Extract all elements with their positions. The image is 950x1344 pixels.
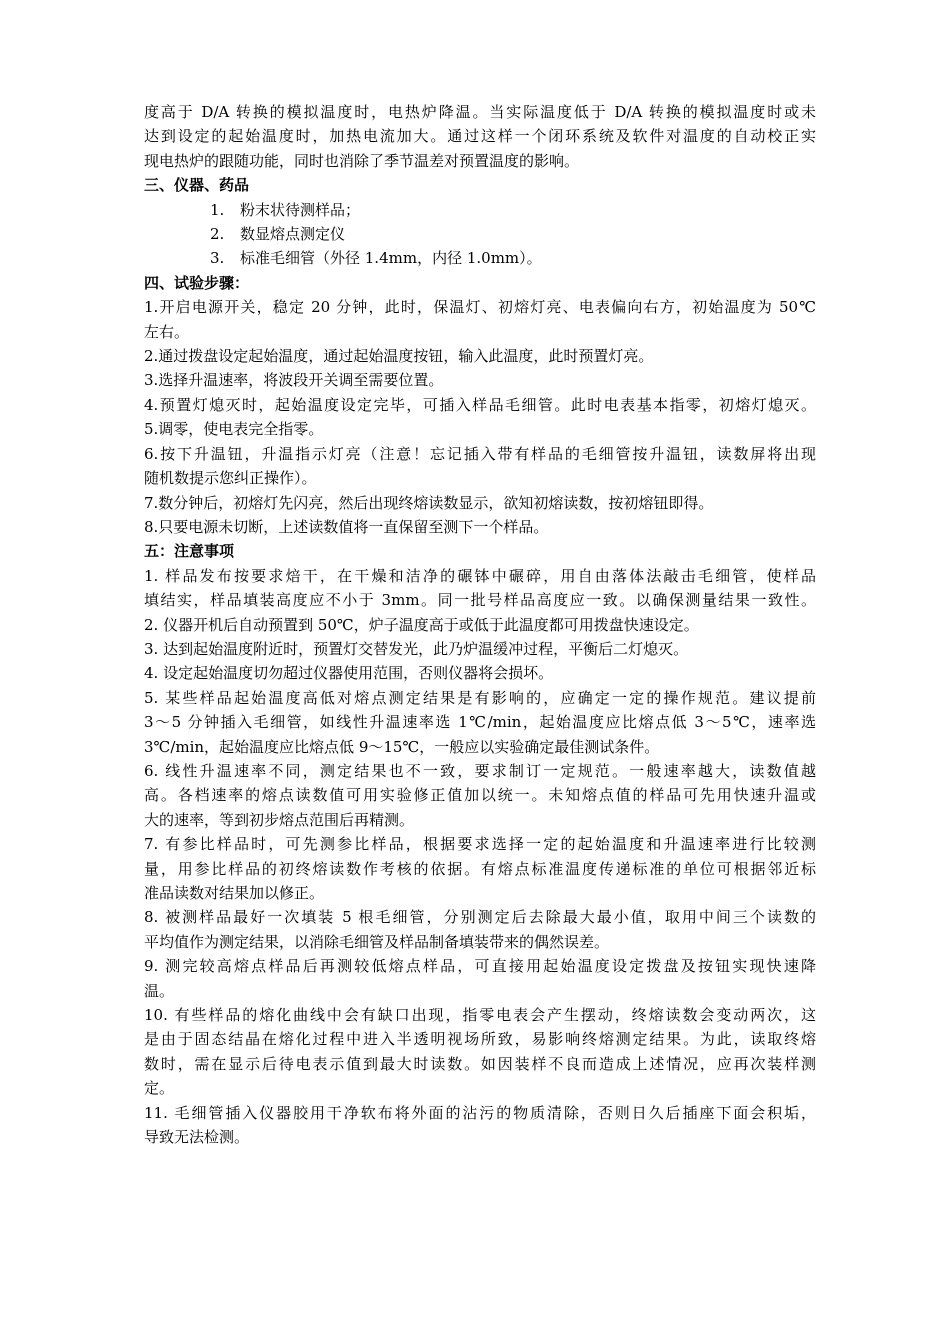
note-line: 11. 毛细管插入仪器胶用干净软布将外面的沾污的物质清除，否则日久后插座下面会积垢， [144,1103,816,1122]
step-line: 3.选择升温速率，将波段开关调至需要位置。 [144,371,444,390]
note-line: 8. 被测样品最好一次填装 5 根毛细管，分别测定后去除最大最小值，取用中间三个读数的 [144,908,816,927]
note-line: 温。 [144,981,175,1000]
step-line: 6.按下升温钮，升温指示灯亮（注意！忘记插入带有样品的毛细管按升温钮，读数屏将出现 [144,444,816,463]
step-line: 5.调零，使电表完全指零。 [144,420,324,439]
list-item-number: 3. [210,249,225,268]
note-line: 填结实，样品填装高度应不小于 3mm。同一批号样品高度应一致。以确保测量结果一致性。 [144,591,816,610]
step-line: 1.开启电源开关，稳定 20 分钟，此时，保温灯、初熔灯亮、电表偏向右方，初始温度为 50℃ [144,298,816,317]
note-line: 准品读数对结果加以修正。 [144,884,325,902]
list-item-text: 数显熔点测定仪 [240,225,346,244]
note-line: 量，用参比样品的初终熔读数作考核的依据。有熔点标准温度传递标准的单位可根据邻近标 [144,859,816,878]
list-item-text: 标准毛细管（外径 1.4mm，内径 1.0mm）。 [240,249,542,268]
notes-body [144,564,816,1150]
note-line: 定。 [144,1079,175,1098]
section-heading-steps: 四、试验步骤： [144,273,250,292]
step-line: 随机数提示您纠正操作）。 [144,469,317,488]
intro-line: 现电热炉的跟随功能，同时也消除了季节温差对预置温度的影响。 [144,151,580,170]
note-line: 1. 样品发布按要求焙干，在干燥和洁净的碾钵中碾碎，用自由落体法敲击毛细管，使样品 [144,566,816,585]
note-line: 2. 仪器开机后自动预置到 50℃，炉子温度高于或低于此温度都可用拨盘快速设定。 [144,615,699,634]
step-line: 4.预置灯熄灭时，起始温度设定完毕，可插入样品毛细管。此时电表基本指零，初熔灯熄灭。 [144,395,816,414]
list-item-number: 2. [210,225,225,244]
step-line: 8.只要电源未切断，上述读数值将一直保留至测下一个样品。 [144,517,549,536]
step-line: 左右。 [144,322,190,341]
note-line: 大的速率，等到初步熔点范围后再精测。 [144,810,415,829]
note-line: 6. 线性升温速率不同，测定结果也不一致，要求制订一定规范。一般速率越大，读数值越 [144,761,816,780]
intro-line: 度高于 D/A 转换的模拟温度时，电热炉降温。当实际温度低于 D/A 转换的模拟温度时或未 [144,103,816,121]
list-item [144,246,816,270]
steps-body [144,295,816,539]
instrument-list [144,198,816,271]
note-line: 数时，需在显示后待电表示值到最大时读数。如因装样不良而造成上述情况，应再次装样测 [144,1054,816,1073]
section-heading-instruments: 三、仪器、药品 [144,176,250,195]
note-line: 导致无法检测。 [144,1128,250,1147]
note-line: 7. 有参比样品时，可先测参比样品，根据要求选择一定的起始温度和升温速率进行比较测 [144,835,816,854]
note-line: 平均值作为测定结果，以消除毛细管及样品制备填装带来的偶然误差。 [144,932,610,951]
note-line: 3℃/min，起始温度应比熔点低 9～15℃，一般应以实验确定最佳测试条件。 [144,737,660,756]
list-item [144,222,816,246]
note-line: 3. 达到起始温度附近时，预置灯交替发光，此乃炉温缓冲过程，平衡后二灯熄灭。 [144,639,689,658]
note-line: 10. 有些样品的熔化曲线中会有缺口出现，指零电表会产生摆动，终熔读数会变动两次，这 [144,1006,816,1025]
note-line: 4. 设定起始温度切勿超过仪器使用范围，否则仪器将会损坏。 [144,664,554,683]
note-line: 是由于固态结晶在熔化过程中进入半透明视场所致，易影响终熔测定结果。为此，读取终熔 [144,1030,816,1049]
note-line: 3～5 分钟插入毛细管，如线性升温速率选 1℃/min，起始温度应比熔点低 3～5℃，速率选 [144,713,816,732]
note-line: 高。各档速率的熔点读数值可用实验修正值加以统一。未知熔点值的样品可先用快速升温或 [144,786,816,805]
section-heading-notes: 五：注意事项 [144,542,235,561]
document-page [144,100,816,1149]
list-item [144,198,816,222]
note-line: 5. 某些样品起始温度高低对熔点测定结果是有影响的，应确定一定的操作规范。建议提前 [144,688,816,707]
step-line: 7.数分钟后，初熔灯先闪亮，然后出现终熔读数显示，欲知初熔读数，按初熔钮即得。 [144,493,714,512]
list-item-text: 粉末状待测样品； [240,200,361,219]
step-line: 2.通过拨盘设定起始温度，通过起始温度按钮，输入此温度，此时预置灯亮。 [144,347,654,366]
list-item-number: 1. [210,200,225,219]
intro-paragraph [144,100,816,173]
note-line: 9. 测完较高熔点样品后再测较低熔点样品，可直接用起始温度设定拨盘及按钮实现快速降 [144,957,816,976]
intro-line: 达到设定的起始温度时，加热电流加大。通过这样一个闭环系统及软件对温度的自动校正实 [144,127,816,146]
